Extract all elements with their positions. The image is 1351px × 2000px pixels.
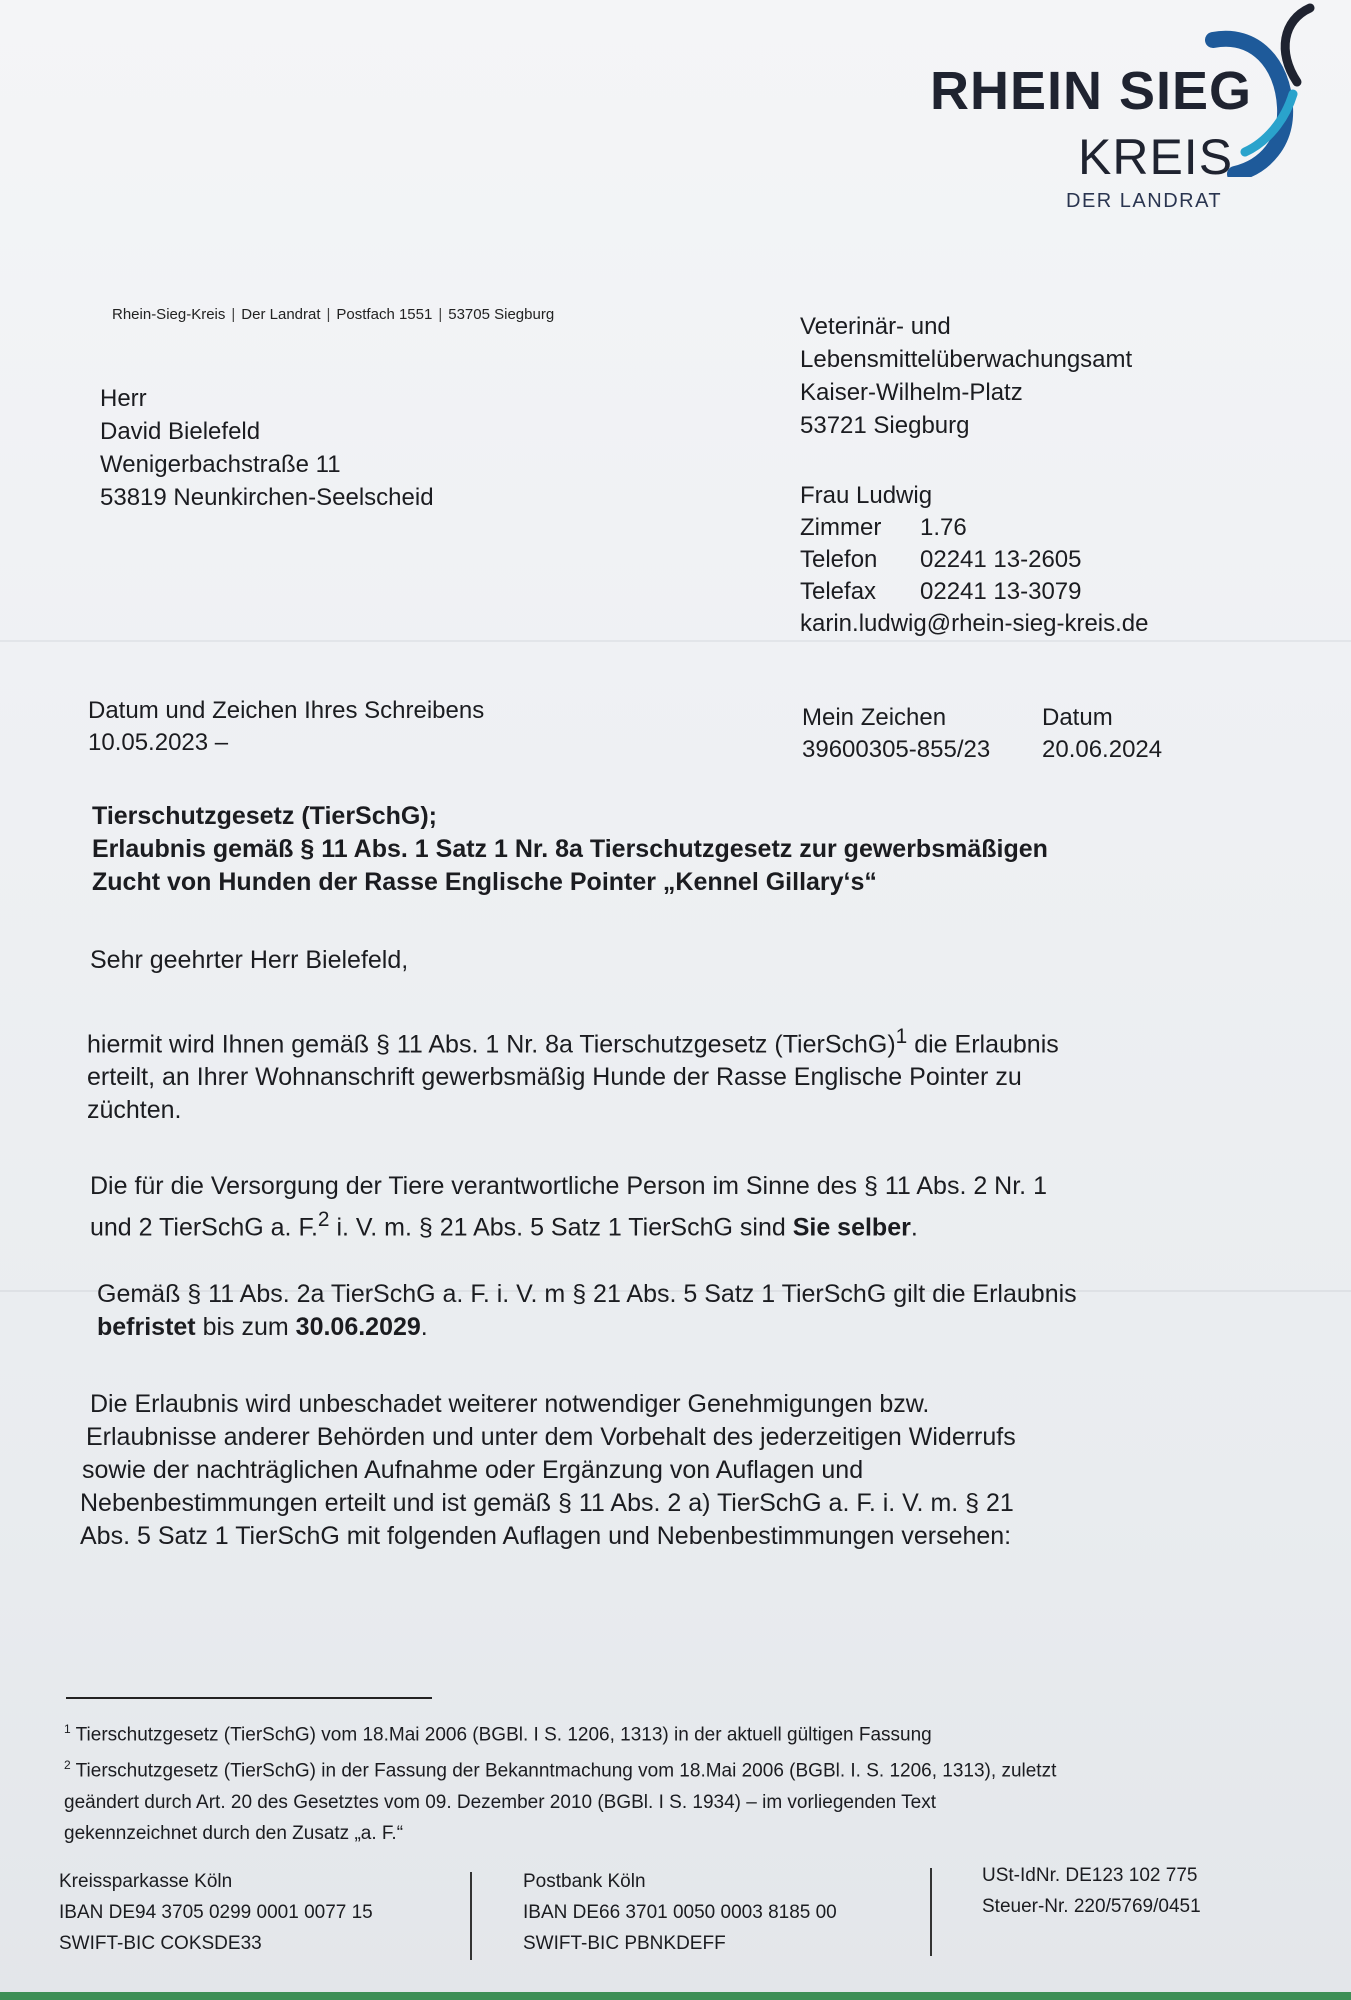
- emphasis: Sie selber: [792, 1213, 911, 1242]
- paragraph-text: i. V. m. § 21 Abs. 5 Satz 1 TierSchG sind: [329, 1213, 793, 1242]
- paragraph-1: [87, 1020, 1059, 1127]
- bank-name: Postbank Köln: [523, 1871, 646, 1892]
- contact-label: Telefon: [800, 546, 878, 573]
- sender-city: 53705 Siegburg: [448, 306, 555, 323]
- office-line: Veterinär- und: [800, 313, 951, 340]
- paragraph-text: die Erlaubnis: [907, 1030, 1059, 1059]
- paragraph-text: Die für die Versorgung der Tiere verantwortliche Person im Sinne des § 11 Abs. 2 Nr. 1: [90, 1172, 1047, 1200]
- paragraph-text: Die Erlaubnis wird unbeschadet weiterer notwendiger Genehmigungen bzw.: [90, 1390, 930, 1418]
- paper-fold: [0, 640, 1351, 642]
- background-surface: [0, 1992, 1351, 2000]
- paragraph-text: Abs. 5 Satz 1 TierSchG mit folgenden Auflagen und Nebenbestimmungen versehen:: [80, 1522, 1012, 1550]
- recipient-name: David Bielefeld: [100, 418, 261, 445]
- contact-room: [800, 512, 1149, 544]
- contact-label: Zimmer: [800, 514, 882, 541]
- office-line: 53721 Siegburg: [800, 412, 970, 439]
- office-address: [800, 310, 1132, 442]
- paragraph-4: [80, 1388, 1016, 1553]
- contact-label: Telefax: [800, 578, 877, 605]
- subject-line: Erlaubnis gemäß § 11 Abs. 1 Satz 1 Nr. 8a Tierschutzgesetz zur gewerbsmäßigen: [92, 835, 1048, 863]
- subject: [92, 800, 1048, 899]
- my-reference: [802, 702, 990, 766]
- paragraph-3: [97, 1278, 1077, 1344]
- logo-subline: DER LANDRAT: [1066, 190, 1223, 212]
- salutation: Sehr geehrter Herr Bielefeld,: [90, 946, 409, 974]
- paragraph-text: .: [910, 1213, 918, 1242]
- letter-date: [1042, 702, 1162, 766]
- tax-column: [982, 1860, 1201, 1922]
- office-line: Lebensmittelüberwachungsamt: [800, 346, 1133, 373]
- bank-bic: SWIFT-BIC COKSDE33: [59, 1933, 262, 1954]
- logo-line1: RHEIN SIEG: [930, 61, 1253, 121]
- paragraph-text: hiermit wird Ihnen gemäß § 11 Abs. 1 Nr. 8a Tierschutzgesetz (TierSchG): [87, 1030, 896, 1059]
- contact-value: 02241 13-2605: [920, 546, 1082, 573]
- contact-value: 02241 13-3079: [920, 578, 1082, 605]
- my-reference-value: 39600305-855/23: [802, 736, 991, 763]
- your-reference: [88, 695, 484, 759]
- your-reference-value: 10.05.2023 –: [88, 729, 229, 756]
- bank-column-2: [523, 1866, 837, 1959]
- footnote-ref: 1: [895, 1025, 908, 1048]
- paragraph-text: Gemäß § 11 Abs. 2a TierSchG a. F. i. V. m § 21 Abs. 5 Satz 1 TierSchG gilt die Erlaubnis: [97, 1280, 1077, 1308]
- recipient-city: 53819 Neunkirchen-Seelscheid: [100, 484, 434, 511]
- sender-org: Rhein-Sieg-Kreis: [112, 306, 226, 323]
- paragraph-text: .: [420, 1313, 428, 1341]
- footnote-text: gekennzeichnet durch den Zusatz „a. F.“: [64, 1822, 404, 1844]
- footnote-text: geändert durch Art. 20 des Gesetztes vom 09. Dezember 2010 (BGBl. I S. 1934) – im vorliegenden Text: [64, 1791, 937, 1813]
- office-line: Kaiser-Wilhelm-Platz: [800, 379, 1023, 406]
- footnote-text: Tierschutzgesetz (TierSchG) vom 18.Mai 2006 (BGBl. I S. 1206, 1313) in der aktuell gültigen Fassung: [75, 1724, 932, 1746]
- footnote-text: Tierschutzgesetz (TierSchG) in der Fassung der Bekanntmachung vom 18.Mai 2006 (BGBl. I. S. 1206, 1313), zuletzt: [75, 1760, 1057, 1782]
- recipient-salutation: Herr: [100, 385, 147, 412]
- footnote-rule: [66, 1697, 432, 1699]
- bank-column-1: [59, 1866, 373, 1959]
- footnote-mark: 1: [64, 1722, 71, 1736]
- paragraph-text: sowie der nachträglichen Aufnahme oder Ergänzung von Auflagen und: [82, 1456, 864, 1484]
- my-reference-label: Mein Zeichen: [802, 704, 947, 731]
- vat-id: USt-IdNr. DE123 102 775: [982, 1865, 1198, 1886]
- bank-name: Kreissparkasse Köln: [59, 1871, 233, 1892]
- subject-line: Zucht von Hunden der Rasse Englische Pointer „Kennel Gillary‘s“: [92, 868, 877, 896]
- logo: [930, 60, 1252, 122]
- paragraph-text: und 2 TierSchG a. F.: [90, 1213, 318, 1242]
- contact-value: 1.76: [920, 514, 967, 541]
- contact-block: [800, 480, 1149, 640]
- contact-phone: [800, 544, 1149, 576]
- subject-line: Tierschutzgesetz (TierSchG);: [92, 802, 437, 830]
- paragraph-text: Erlaubnisse anderer Behörden und unter dem Vorbehalt des jederzeitigen Widerrufs: [86, 1423, 1016, 1451]
- footer-divider: [470, 1872, 472, 1960]
- recipient-street: Wenigerbachstraße 11: [100, 451, 341, 478]
- your-reference-label: Datum und Zeichen Ihres Schreibens: [88, 697, 485, 724]
- paragraph-text: erteilt, an Ihrer Wohnanschrift gewerbsmäßig Hunde der Rasse Englische Pointer zu: [87, 1063, 1022, 1092]
- sender-line: Rhein-Sieg-Kreis | Der Landrat | Postfach 1551 | 53705 Siegburg: [112, 306, 555, 323]
- recipient-address: [100, 382, 434, 514]
- sender-postbox: Postfach 1551: [336, 306, 433, 323]
- contact-fax: [800, 576, 1149, 608]
- contact-name: Frau Ludwig: [800, 482, 933, 509]
- emphasis: 30.06.2029: [295, 1313, 421, 1341]
- footnotes: [64, 1714, 1056, 1849]
- emphasis: befristet: [97, 1313, 196, 1341]
- tax-number: Steuer-Nr. 220/5769/0451: [982, 1896, 1201, 1917]
- paragraph-text: züchten.: [87, 1096, 182, 1125]
- logo-line2: KREIS: [1078, 129, 1234, 185]
- paragraph-2: [90, 1170, 1047, 1244]
- paragraph-text: Nebenbestimmungen erteilt und ist gemäß § 11 Abs. 2 a) TierSchG a. F. i. V. m. § 21: [80, 1489, 1014, 1517]
- letter-date-value: 20.06.2024: [1042, 736, 1163, 763]
- letter-date-label: Datum: [1042, 704, 1113, 731]
- paragraph-text: bis zum: [195, 1313, 296, 1341]
- logo-arc-icon: [1205, 2, 1325, 177]
- bank-iban: IBAN DE66 3701 0050 0003 8185 00: [523, 1902, 837, 1923]
- sender-dept: Der Landrat: [241, 306, 321, 323]
- footnote-ref: 2: [317, 1208, 330, 1231]
- footer-divider: [930, 1868, 932, 1956]
- bank-iban: IBAN DE94 3705 0299 0001 0077 15: [59, 1902, 373, 1923]
- footnote-mark: 2: [64, 1758, 71, 1773]
- contact-email: karin.ludwig@rhein-sieg-kreis.de: [800, 610, 1149, 637]
- bank-bic: SWIFT-BIC PBNKDEFF: [523, 1933, 726, 1954]
- logo-subline-wrap: [1066, 190, 1222, 213]
